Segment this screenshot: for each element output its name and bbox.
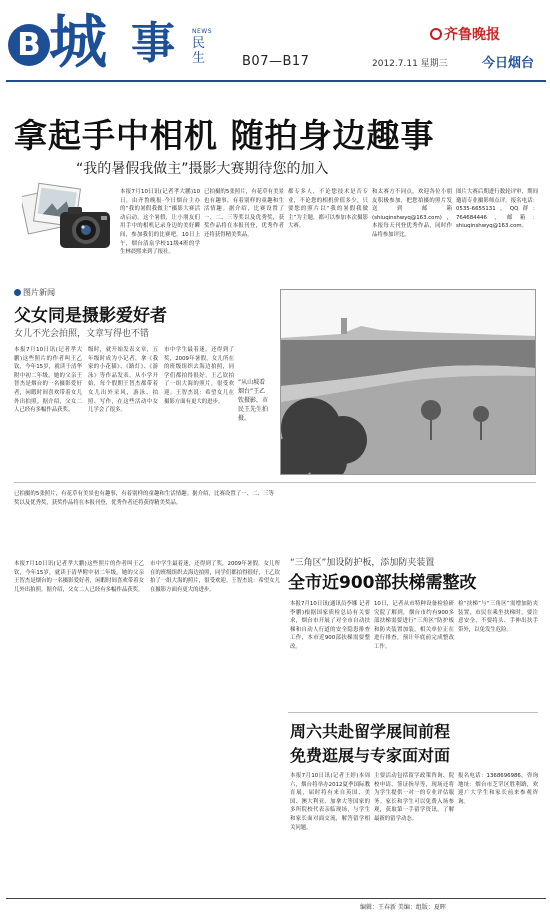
section-title-char-2: 事 [131,18,175,69]
section-badge: B [8,24,50,66]
left-column-text-1: 本报7月10日讯(记者孝大鹏)这些照片的作者叫王乙钦，今年15岁，就读于清华附中初二年级。她的父亲王智杰是烟台的一名摄影爱好者，闲暇时间喜欢带着女儿外出拍照。据介绍，父女二人已经有多幅作品获奖。 [14,561,144,593]
left-column-text-2: 市中学生最着迷，还得到了奖，2009年暑假，女儿所在的班级组织去海边拍照，同学们都拍得很好，王乙钦拍了一组大海的照片，很受欢迎。王智杰说：希望女儿在摄影方面有更大的进步。 [150,561,280,593]
issue-date: 2012.7.11 星期三 [372,59,448,69]
feature-continued: 已拍摄的5张照片，有花草有美景也有趣事，有着别样的童趣和生活情趣。据介绍，比赛设置了一、二、三等奖以及优秀奖，获奖作品将在本报刊登，优秀作者还将获得精美奖品。 [14,491,274,506]
lead-column-5: 图片大赛后期进行数轮评审，期间邀请专业摄影师点评。报名电话：0535-6655131，QQ群：764684446，邮箱：shiuqinshwyq@163.com。 [456,189,538,230]
feature-photo [280,289,536,475]
feature-subhead: 女儿不光会拍照，文章写得也不错 [14,329,150,339]
feature-column-1: 本报7月10日讯(记者孝大鹏)这些照片的作者叫王乙钦，今年15岁，就读于清华附中初二年级。她的父亲王智杰是烟台的一名摄影爱好者，闲暇时间喜欢带着女儿外出拍照。据介绍，父女二人已经有多幅作品获奖。 [14,347,82,414]
study-headline [290,720,450,768]
bullet-icon [14,289,21,296]
brand-name: 齐鲁晚报 [444,27,500,43]
feature-column-3: 市中学生最着迷，还得到了奖，2009年暑假，女儿所在的班级组织去海边拍照，同学们都拍得很好，王乙钦拍了一组大海的照片，很受欢迎。王智杰说：希望女儿在摄影方面有更大的进步。 [164,347,234,405]
feature-kicker-text: 图片新闻 [23,288,55,297]
study-headline-line-2: 免费逛展与专家面对面 [290,746,451,765]
footer-rule [6,898,546,899]
escalator-column-3: 检“扶梯”与“三角区”需增加防夹装置，市民在乘坐扶梯时，要注意安全，不要将头、手伸出扶手带外，以免发生危险。 [458,601,538,633]
masthead [6,4,546,80]
page-range: B07—B17 [242,54,310,69]
seaside-photo [281,290,535,474]
feature-kicker [14,287,55,298]
escalator-column-2: 10日，记者从市特种设备检验研究院了解到，烟台市约有900多部扶梯需要进行“三角区”防护板和防夹装置加装，相关单位正在进行排查，预计年底前完成整改工作。 [374,601,454,650]
lead-subhead: “我的暑假我做主”摄影大赛期待您的加入 [76,161,329,177]
edition-name: 今日烟台 [482,56,535,71]
feature-column-2: 级时，就开始发表文章，五年级时成为小记者，拿《我家的小花猫》、《路灯》、《游泳》等作品发表。从小学开始，每个假期王智杰都带着女儿出外采风，游泳、拍照、写作，在这些活动中女儿学会了很多。 [88,347,158,414]
escalator-kicker: “三角区”加设防护板，添加防夹装置 [290,558,435,568]
section-divider [14,482,536,483]
lead-column-1: 本报7月10日讯(记者孝大鹏)10日，由齐鲁晚报·今日烟台主办的“我的暑假我做主”摄影大赛活动启动。这个暑假，让小朋友们用手中的相机记录身边的美好瞬间，参加我们的比赛吧。10日上午，烟台清泉学校11级4班的学生林晨熙来到了报社。 [120,189,200,256]
lead-column-3: 都专多人，不论您技术是否专业，不论您的相机价值多少，只要您的照片以“我的暑假我做主”为主题，都可以参加本次摄影大赛。 [288,189,368,230]
subsection-label: 民生 [192,36,206,66]
lead-headline: 拿起手中相机 随拍身边趣事 [14,116,435,155]
camera-illustration [22,182,114,262]
camera-icon [60,207,110,248]
section-title-char-1: 城 [49,8,108,76]
study-headline-line-1: 周六共赴留学展间前程 [290,722,451,741]
news-label: NEWS [192,28,213,35]
brand-logo-icon [430,28,442,40]
article-divider [288,712,538,713]
photo-caption: “从山坡看烟台”王乙钦摄影，市民王先生拍摄。 [238,379,269,422]
lead-column-2: 已拍摄的5张照片，有花草有美景也有趣事，有着别样的童趣和生活情趣。据介绍，比赛设置了一、二、三等奖以及优秀奖，获奖作品将在本报刊登，优秀作者还将获得精美奖品。 [204,189,284,238]
study-column-3: 报名电话：1368696986，咨询地址：烟台市芝罘区胜利路，欢迎广大学生和家长前来参观咨询。 [458,773,538,805]
study-column-2: 主要活动包括留学政策咨询、院校申请、签证指导等，现场还将为学生提供一对一的专业评估服务。家长和学生可以免费入场参观，获取第一手留学资讯，了解最新的留学动态。 [374,773,454,822]
escalator-column-1: 本报7月10日讯(通讯员李娜 记者 李鹏)根据国家质检总局有关要求，烟台市开展了对全市自动扶梯和自动人行道的安全隐患排查工作，本市近900部扶梯需要整改。 [290,601,370,650]
newspaper-brand [430,24,500,44]
masthead-rule [6,80,546,82]
escalator-headline: 全市近900部扶梯需整改 [288,573,477,593]
page-footer: 编辑：王春新 美编：组版：夏晖 [360,904,446,911]
feature-headline: 父女同是摄影爱好者 [14,306,167,326]
study-column-1: 本报7月10日讯(记者王婷)本周六，烟台将举办2012夏季国际教育展，届时将有来自英国、美国、澳大利亚、加拿大等国家的多所院校代表亲临现场，与学生和家长面对面交流，解答留学相关问题。 [290,773,370,831]
lead-column-4: 和太赛方不同点，欢迎各位小朋友积极参加，把您拍摄的照片发送到邮箱(shiuqinshwyq@163.com)，本报每天刊登优秀作品，同时作品将参加评比。 [372,189,452,238]
